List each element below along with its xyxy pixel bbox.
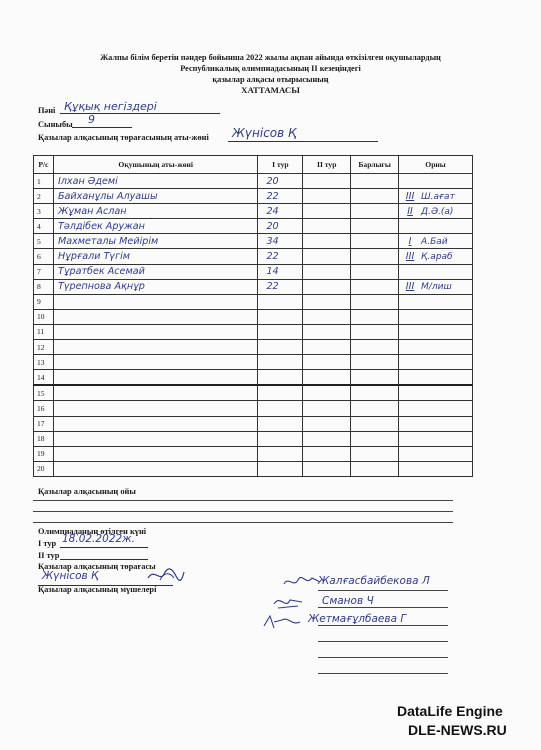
total-score (351, 294, 399, 309)
total-score (351, 204, 399, 219)
round2-score (303, 370, 351, 386)
row-number: 1 (34, 174, 54, 189)
student-name (53, 431, 257, 446)
table-row (34, 461, 473, 476)
place-value: I (408, 235, 412, 247)
place-cell (399, 431, 473, 446)
row-number: 20 (34, 461, 54, 476)
place-cell (399, 324, 473, 339)
total-score (351, 324, 399, 339)
round2-score (303, 385, 351, 401)
table-row (34, 249, 473, 264)
table-row (34, 294, 473, 309)
place-cell (399, 204, 473, 219)
table-row (34, 324, 473, 339)
place-cell (399, 385, 473, 401)
row-number: 6 (34, 249, 54, 264)
row-number: 2 (34, 189, 54, 204)
table-row (34, 264, 473, 279)
place-cell (399, 370, 473, 386)
grade-value: 9 (88, 113, 95, 126)
round1-score (258, 294, 303, 309)
chair-label: Қазылар алқасының төрағасының аты-жөні (38, 133, 209, 142)
student-name: Нұрғали Түгім (53, 249, 257, 264)
watermark-line-2: DLE-NEWS.RU (408, 722, 507, 738)
total-score (351, 189, 399, 204)
total-score (351, 355, 399, 370)
place-cell (399, 234, 473, 249)
row-number: 16 (34, 401, 54, 416)
round1-score: 34 (258, 234, 303, 249)
table-row (34, 370, 473, 386)
opinion-line-1 (33, 500, 453, 501)
row-number: 15 (34, 385, 54, 401)
place-cell (399, 401, 473, 416)
row-number: 13 (34, 355, 54, 370)
round1-score (258, 401, 303, 416)
member5-line (318, 641, 448, 642)
place-cell (399, 446, 473, 461)
round1-score: 20 (258, 219, 303, 234)
round2-score (303, 294, 351, 309)
student-name (53, 461, 257, 476)
total-score (351, 385, 399, 401)
place-note: Д.Ә.(а) (421, 206, 454, 217)
place-value: III (405, 281, 415, 293)
opinion-line-2 (33, 511, 453, 512)
student-name (53, 294, 257, 309)
subject-label: Пәні (38, 106, 56, 115)
round1-score (258, 370, 303, 386)
table-row (34, 340, 473, 355)
member1-signature (282, 574, 322, 590)
place-cell (399, 264, 473, 279)
round2-score (303, 324, 351, 339)
total-score (351, 461, 399, 476)
member2-signature (270, 594, 306, 612)
student-name: Тұратбек Асемай (53, 264, 257, 279)
table-row (34, 416, 473, 431)
round2-score (303, 446, 351, 461)
round2-underline (60, 549, 148, 560)
date-label: Олимпиаданың өтілген күні (38, 527, 147, 536)
round1-score (258, 431, 303, 446)
place-note: Қ.араб (421, 252, 453, 263)
col-header-round1: І тур (258, 156, 303, 174)
row-number: 12 (34, 340, 54, 355)
round2-score (303, 234, 351, 249)
round1-label: І тур (38, 539, 57, 548)
round1-score (258, 324, 303, 339)
round2-score (303, 174, 351, 189)
round1-score (258, 416, 303, 431)
place-cell (399, 309, 473, 324)
total-score (351, 416, 399, 431)
place-cell (399, 249, 473, 264)
place-cell (399, 189, 473, 204)
table-header-row (34, 156, 473, 174)
row-number: 4 (34, 219, 54, 234)
table-row (34, 189, 473, 204)
subject-value: Құқық негіздері (64, 100, 157, 113)
place-note: Ш.ағат (421, 191, 455, 202)
total-score (351, 279, 399, 294)
round2-score (303, 219, 351, 234)
total-score (351, 370, 399, 386)
chair-value: Жүнісов Қ (232, 126, 297, 140)
member1-line (318, 590, 448, 591)
total-score (351, 219, 399, 234)
col-header-total: Барлығы (351, 156, 399, 174)
student-name: Ілхан Әдемі (53, 174, 257, 189)
opinion-label: Қазылар алқасының ойы (38, 487, 136, 496)
row-number: 9 (34, 294, 54, 309)
chair-sign-label: Қазылар алқасының төрағасы (38, 562, 156, 571)
round1-score: 24 (258, 204, 303, 219)
total-score (351, 401, 399, 416)
chair-sign-name: Жүнісов Қ (42, 570, 99, 582)
members-label: Қазылар алқасының мүшелері (38, 585, 157, 594)
table-row (34, 219, 473, 234)
row-number: 18 (34, 431, 54, 446)
total-score (351, 264, 399, 279)
student-name (53, 446, 257, 461)
table-row (34, 446, 473, 461)
student-name (53, 370, 257, 386)
row-number: 10 (34, 309, 54, 324)
watermark-line-1: DataLife Engine (397, 703, 503, 719)
col-header-place: Орны (399, 156, 473, 174)
student-name (53, 309, 257, 324)
round1-score (258, 461, 303, 476)
total-score (351, 446, 399, 461)
student-name (53, 324, 257, 339)
opinion-line-3 (33, 522, 453, 523)
round2-score (303, 401, 351, 416)
place-note: А.Бай (421, 236, 448, 247)
round1-score: 22 (258, 189, 303, 204)
place-cell (399, 461, 473, 476)
round2-score (303, 340, 351, 355)
round1-score (258, 446, 303, 461)
row-number: 14 (34, 370, 54, 386)
round1-score (258, 340, 303, 355)
total-score (351, 431, 399, 446)
round2-score (303, 264, 351, 279)
total-score (351, 309, 399, 324)
col-header-name: Оқушының аты-жөні (53, 156, 257, 174)
total-score (351, 340, 399, 355)
chair-signature (146, 566, 186, 584)
round1-score: 20 (258, 174, 303, 189)
student-name (53, 385, 257, 401)
grade-label: Сыныбы (38, 120, 73, 129)
total-score (351, 234, 399, 249)
round2-score (303, 431, 351, 446)
member2-name: Сманов Ч (322, 595, 374, 607)
place-cell (399, 219, 473, 234)
round2-score (303, 461, 351, 476)
header-line-2: Республикалық олимпиадасының ІІ кезеңіндегі (180, 64, 361, 73)
table-row (34, 431, 473, 446)
place-cell (399, 279, 473, 294)
header-line-3: қазылар алқасы отырысының (212, 75, 329, 84)
place-value: II (407, 205, 413, 217)
results-table (33, 155, 473, 477)
col-header-round2: ІІ тур (303, 156, 351, 174)
student-name (53, 416, 257, 431)
total-score (351, 174, 399, 189)
row-number: 11 (34, 324, 54, 339)
round1-score: 22 (258, 249, 303, 264)
table-row (34, 234, 473, 249)
row-number: 5 (34, 234, 54, 249)
row-number: 3 (34, 204, 54, 219)
place-cell (399, 416, 473, 431)
table-row (34, 204, 473, 219)
student-name (53, 355, 257, 370)
total-score (351, 249, 399, 264)
member1-name: Жалғасбайбекова Л (318, 575, 430, 587)
member2-line (318, 607, 448, 608)
grade-underline (72, 117, 132, 128)
round1-score (258, 385, 303, 401)
row-number: 19 (34, 446, 54, 461)
table-row (34, 355, 473, 370)
student-name (53, 340, 257, 355)
round2-label: ІІ тур (38, 551, 60, 560)
place-cell (399, 355, 473, 370)
round2-score (303, 279, 351, 294)
student-name (53, 401, 257, 416)
table-row (34, 174, 473, 189)
row-number: 17 (34, 416, 54, 431)
table-row (34, 401, 473, 416)
round2-score (303, 416, 351, 431)
row-number: 8 (34, 279, 54, 294)
place-cell (399, 294, 473, 309)
member3-name: Жетмағұлбаева Г (308, 613, 407, 625)
document-title: ХАТТАМАСЫ (241, 85, 300, 95)
round2-score (303, 249, 351, 264)
table-row (34, 279, 473, 294)
round2-score (303, 309, 351, 324)
round2-score (303, 189, 351, 204)
col-header-number: Р/с (34, 156, 54, 174)
row-number: 7 (34, 264, 54, 279)
table-row (34, 309, 473, 324)
member7-line (318, 673, 448, 674)
student-name: Махметалы Мейірім (53, 234, 257, 249)
place-cell (399, 174, 473, 189)
header-line-1: Жалпы білім беретін пәндер бойынша 2022 жылы ақпан айында өткізілген оқушылардың (100, 53, 441, 62)
place-note: М/лиш (421, 282, 452, 293)
member3-signature (262, 612, 302, 632)
round1-score: 14 (258, 264, 303, 279)
place-value: III (405, 190, 415, 202)
student-name: Түрепнова Ақнұр (53, 279, 257, 294)
round1-score (258, 355, 303, 370)
student-name: Тәлдібек Аружан (53, 219, 257, 234)
round2-score (303, 204, 351, 219)
place-cell (399, 340, 473, 355)
place-value: III (405, 251, 415, 263)
round1-score (258, 309, 303, 324)
student-name: Байханұлы Алуашы (53, 189, 257, 204)
student-name: Жұман Аслан (53, 204, 257, 219)
round1-date: 18.02.2022ж. (62, 533, 135, 545)
table-row (34, 385, 473, 401)
round1-score: 22 (258, 279, 303, 294)
member6-line (318, 657, 448, 658)
round2-score (303, 355, 351, 370)
member4-line (318, 625, 448, 626)
